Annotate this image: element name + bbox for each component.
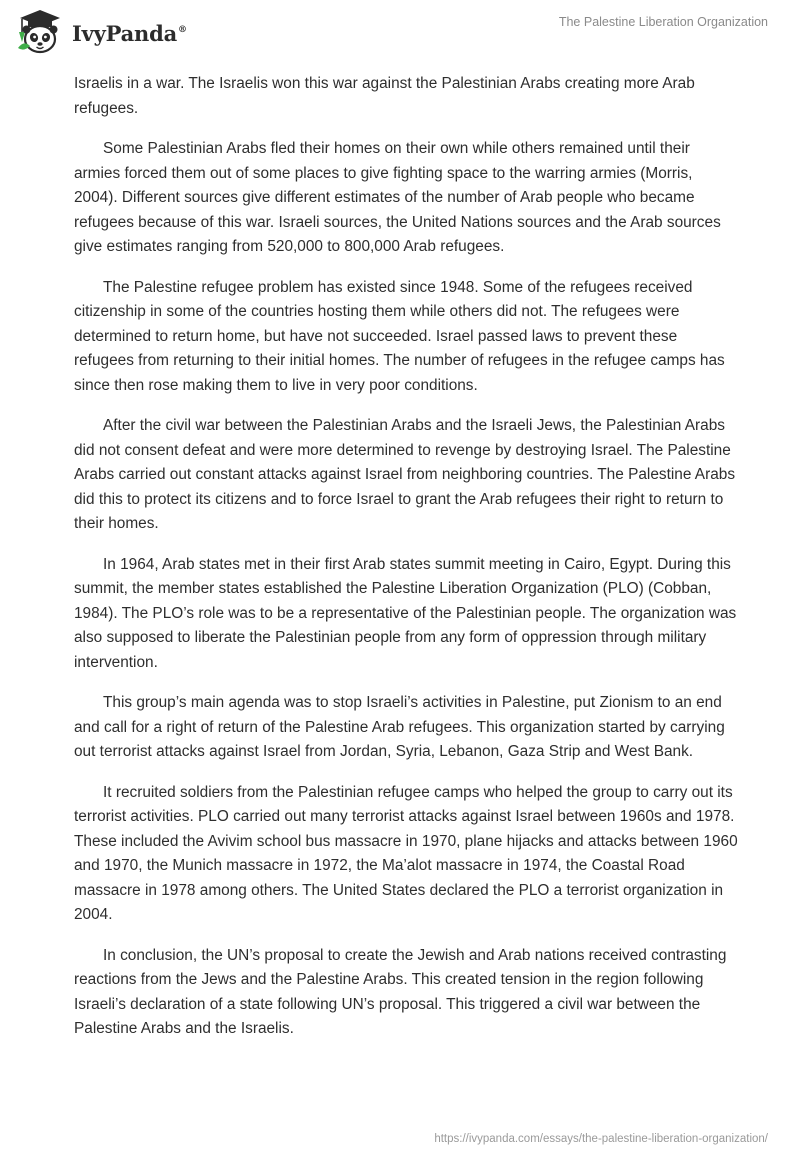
page-header <box>0 0 800 64</box>
panda-graduate-icon <box>14 8 66 56</box>
paragraph-4: After the civil war between the Palestinian Arabs and the Israeli Jews, the Palestinian Arabs did not consent defeat and were more determined to revenge by destroying Israel. The Palestine Arabs carried out constant attacks against Israel from neighboring countries. The Palestine Arabs did this to protect its citizens and to force Israel to grant the Arab refugees their right to return to their homes. <box>74 417 736 532</box>
paragraph-3: The Palestine refugee problem has existed since 1948. Some of the refugees received citizenship in some of the countries hosting them while others did not. The refugees were determined to return home, but have not succeeded. Israel passed laws to prevent these refugees from returning to their initial homes. The number of refugees in the refugee camps has since then rose making them to live in very poor conditions. <box>74 278 725 394</box>
registered-mark: ® <box>178 24 187 35</box>
paragraph-5: In 1964, Arab states met in their first Arab states summit meeting in Cairo, Egypt. During this summit, the member states established the Palestine Liberation Organization (PLO) (Cobban, 1984). The PLO’s role was to be a representative of the Palestinian people. The organization was also supposed to liberate the Palestinian people from any form of oppression through military intervention. <box>74 555 737 671</box>
paragraph-7: It recruited soldiers from the Palestinian refugee camps who helped the group to carry out its terrorist activities. PLO carried out many terrorist attacks against Israel between 1960s and 1978. These included the Avivim school bus massacre in 1970, plane hijacks and attacks between 1960 and 1970, the Munich massacre in 1972, the Ma’alot massacre in 1974, the Coastal Road massacre in 1978 among others. The United States declared the PLO a terrorist organization in 2004. <box>74 783 738 923</box>
paragraph-8: In conclusion, the UN’s proposal to create the Jewish and Arab nations received contrasting reactions from the Jews and the Palestine Arabs. This created tension in the region following Israeli’s declaration of a state following UN’s proposal. This triggered a civil war between the Palestine Arabs and the Israelis. <box>74 946 727 1037</box>
brand-logo[interactable] <box>14 8 187 56</box>
paragraph-6: This group’s main agenda was to stop Israeli’s activities in Palestine, put Zionism to an end and call for a right of return of the Palestine Arab refugees. This organization started by carrying out terrorist attacks against Israel from Jordan, Syria, Lebanon, Gaza Strip and West Bank. <box>74 694 725 760</box>
source-url-link[interactable]: https://ivypanda.com/essays/the-palestine-liberation-organization/ <box>434 1133 768 1145</box>
essay-body <box>74 72 738 1058</box>
brand-name: IvyPanda® <box>72 20 187 46</box>
paragraph-2: Some Palestinian Arabs fled their homes on their own while others remained until their armies forced them out of some places to give fighting space to the warring armies (Morris, 2004). Different sources give different estimates of the number of Arab people who became refugees because of this war. Israeli sources, the United Nations sources and the Arab sources give estimates ranging from 520,000 to 800,000 Arab refugees. <box>74 140 721 255</box>
paragraph-1: Israelis in a war. The Israelis won this war against the Palestinian Arabs creating more Arab refugees. <box>74 75 695 117</box>
document-title: The Palestine Liberation Organization <box>558 15 768 29</box>
